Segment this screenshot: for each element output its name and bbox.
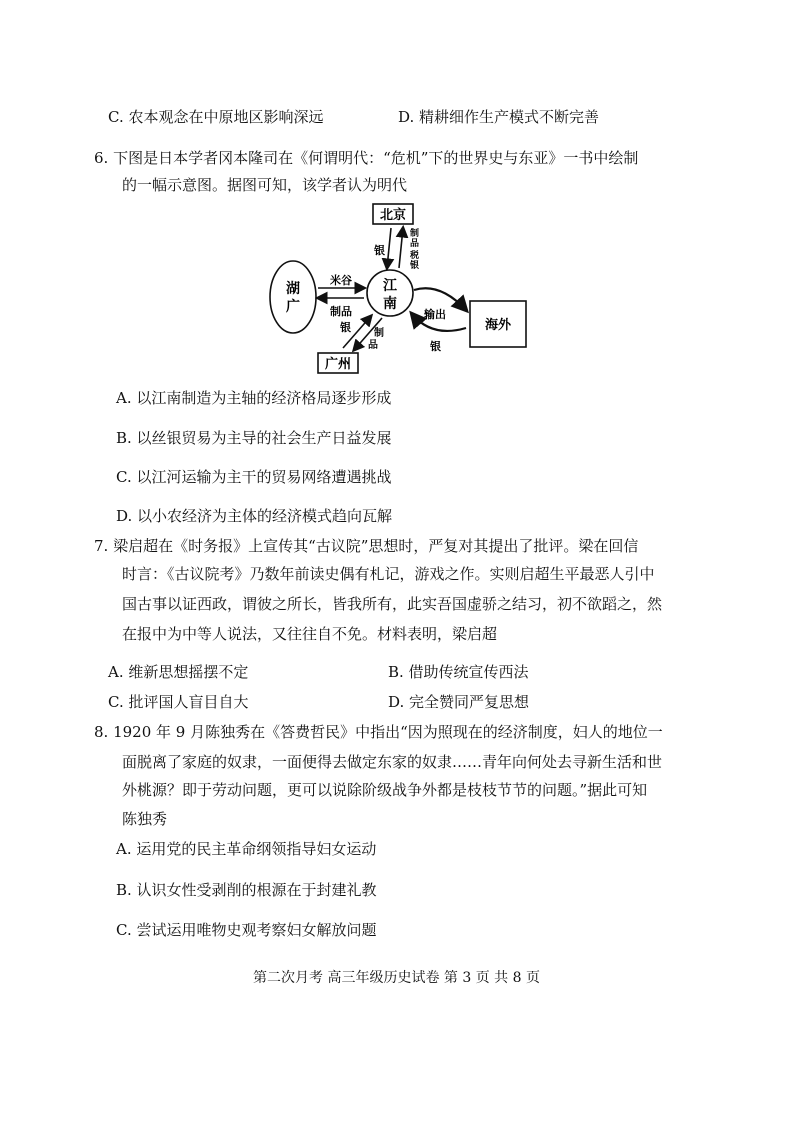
silver-to-jiangnan-label: 银 (374, 244, 385, 257)
q8-stem-line1: 8. 1920 年 9 月陈独秀在《答费哲民》中指出“因为照现在的经济制度，妇人的地位一 (94, 723, 663, 741)
beijing-label: 北京 (379, 208, 407, 223)
svg-text:银: 银 (410, 261, 420, 271)
export-label: 输出 (424, 308, 446, 321)
overseas-label: 海外 (484, 318, 512, 333)
option-c-prev: C. 农本观念在中原地区影响深远 (108, 108, 324, 126)
guangzhou-label: 广州 (324, 357, 352, 372)
q6-option-c: C. 以江河运输为主干的贸易网络遭遇挑战 (116, 468, 392, 486)
svg-text:广: 广 (286, 299, 300, 315)
goods-to-huguang-label: 制品 (330, 305, 352, 318)
q8-stem-line4: 陈独秀 (122, 810, 168, 828)
q8-stem-line3: 外桃源？即于劳动问题，更可以说除阶级战争外都是枝枝节节的问题。”据此可知 (122, 781, 648, 799)
q7-option-b: B. 借助传统宣传西法 (388, 663, 529, 681)
q7-stem-line4: 在报中为中等人说法，又往往自不免。材料表明，梁启超 (122, 625, 498, 643)
svg-text:税: 税 (410, 251, 420, 261)
jiangnan-label: 江 (383, 278, 397, 294)
q7-stem-line2: 时言：《古议院考》乃数年前读史偶有札记，游戏之作。实则启超生平最恶人引中 (122, 565, 655, 583)
q6-stem-line1: 6. 下图是日本学者冈本隆司在《何谓明代：“危机”下的世界史与东亚》一书中绘制 (94, 149, 639, 167)
q7-option-d: D. 完全赞同严复思想 (388, 693, 530, 711)
q7-option-c: C. 批评国人盲目自大 (108, 693, 249, 711)
q8-option-b: B. 认识女性受剥削的根源在于封建礼教 (116, 881, 377, 899)
q7-stem-line3: 国古事以证西政，谓彼之所长，皆我所有，此实吾国虚骄之结习，初不欲蹈之，然 (122, 595, 663, 613)
svg-text:湖: 湖 (286, 281, 300, 297)
page-footer: 第二次月考 高三年级历史试卷 第 3 页 共 8 页 (253, 970, 540, 986)
q8-option-c: C. 尝试运用唯物史观考察妇女解放问题 (116, 921, 377, 939)
q6-option-b: B. 以丝银贸易为主导的社会生产日益发展 (116, 429, 392, 447)
svg-text:制: 制 (410, 229, 420, 239)
svg-text:南: 南 (383, 296, 397, 312)
q7-option-a: A. 维新思想摇摆不定 (108, 663, 249, 681)
arrow-beijing-to-jiangnan (387, 228, 391, 268)
q7-stem-line1: 7. 梁启超在《时务报》上宣传其“古议院”思想时，严复对其提出了批评。梁在回信 (94, 537, 639, 555)
q8-stem-line2: 面脱离了家庭的奴隶，一面便得去做定东家的奴隶……青年向何处去寻新生活和世 (122, 753, 663, 771)
svg-text:制: 制 (374, 328, 384, 339)
option-d-prev: D. 精耕细作生产模式不断完善 (398, 108, 600, 126)
q6-option-d: D. 以小农经济为主体的经济模式趋向瓦解 (116, 507, 393, 525)
q6-option-a: A. 以江南制造为主轴的经济格局逐步形成 (116, 389, 392, 407)
q6-diagram (0, 198, 793, 378)
q8-option-a: A. 运用党的民主革命纲领指导妇女运动 (116, 840, 377, 858)
svg-text:品: 品 (368, 340, 378, 351)
svg-text:品: 品 (410, 239, 420, 249)
arrow-jiangnan-to-beijing (399, 228, 403, 268)
silver-from-guangzhou-label: 银 (340, 321, 351, 334)
arrow-jiangnan-to-overseas (414, 288, 466, 310)
q6-stem-line2: 的一幅示意图。据图可知，该学者认为明代 (122, 176, 408, 194)
huguang-node (270, 261, 316, 333)
silver-from-overseas-label: 银 (430, 340, 441, 353)
rice-label: 米谷 (330, 274, 352, 287)
